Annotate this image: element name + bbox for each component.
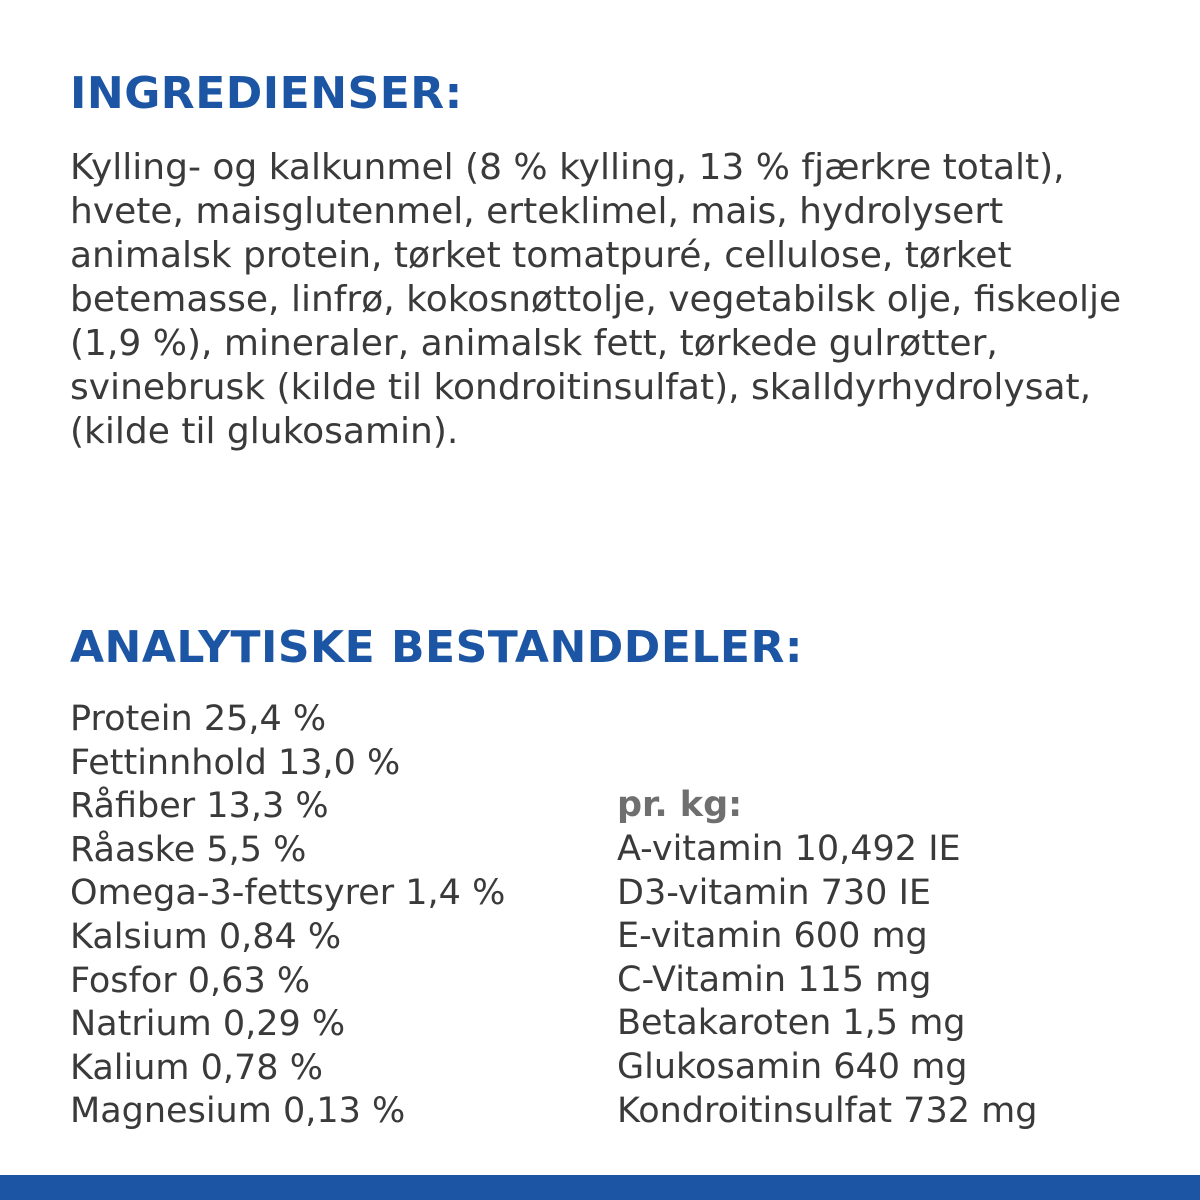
per-kg-item-chondroitin: Kondroitinsulfat 732 mg bbox=[617, 1090, 1038, 1131]
analytics-item-fiber: Råfiber 13,3 % bbox=[70, 786, 329, 827]
analytics-item-potassium: Kalium 0,78 % bbox=[70, 1047, 323, 1088]
analytics-item-calcium: Kalsium 0,84 % bbox=[70, 916, 342, 957]
analytics-item-phosphorus: Fosfor 0,63 % bbox=[70, 960, 311, 1001]
analytics-item-magnesium: Magnesium 0,13 % bbox=[70, 1091, 406, 1132]
bottom-bar bbox=[0, 1175, 1200, 1200]
analytics-heading: ANALYTISKE BESTANDDELER: bbox=[70, 622, 803, 673]
per-kg-list bbox=[617, 828, 1037, 1133]
per-kg-item-vitamin-d3: D3-vitamin 730 IE bbox=[617, 872, 932, 913]
analytics-item-omega3: Omega-3-fettsyrer 1,4 % bbox=[70, 873, 506, 914]
per-kg-label: pr. kg: bbox=[617, 785, 743, 825]
per-kg-item-vitamin-a: A-vitamin 10,492 IE bbox=[617, 829, 961, 869]
per-kg-item-vitamin-e: E-vitamin 600 mg bbox=[617, 916, 928, 957]
analytics-item-ash: Råaske 5,5 % bbox=[70, 829, 307, 870]
analytics-list bbox=[70, 698, 505, 1134]
ingredients-text: Kylling- og kalkunmel (8 % kylling, 13 % fjærkre totalt), hvete, maisglutenmel, erteklimel, mais, hydrolysert animalsk protein, tørket tomatpuré, cellulose, tørket betemasse, linfrø, kokosnøttolje, vegetabilsk olje, fiskeolje (1,9 %), mineraler, animalsk fett, tørkede gulrøtter, svinebrusk (kilde til kondroitinsulfat), skalldyrhydrolysat, (kilde til glukosamin). bbox=[70, 147, 1122, 452]
per-kg-item-vitamin-c: C-Vitamin 115 mg bbox=[617, 959, 932, 1000]
analytics-item-protein: Protein 25,4 % bbox=[70, 699, 327, 739]
per-kg-item-glucosamine: Glukosamin 640 mg bbox=[617, 1046, 968, 1087]
analytics-item-sodium: Natrium 0,29 % bbox=[70, 1004, 346, 1045]
analytics-item-fat: Fettinnhold 13,0 % bbox=[70, 742, 401, 783]
ingredients-heading: INGREDIENSER: bbox=[70, 68, 463, 119]
per-kg-item-betacarotene: Betakaroten 1,5 mg bbox=[617, 1003, 966, 1044]
